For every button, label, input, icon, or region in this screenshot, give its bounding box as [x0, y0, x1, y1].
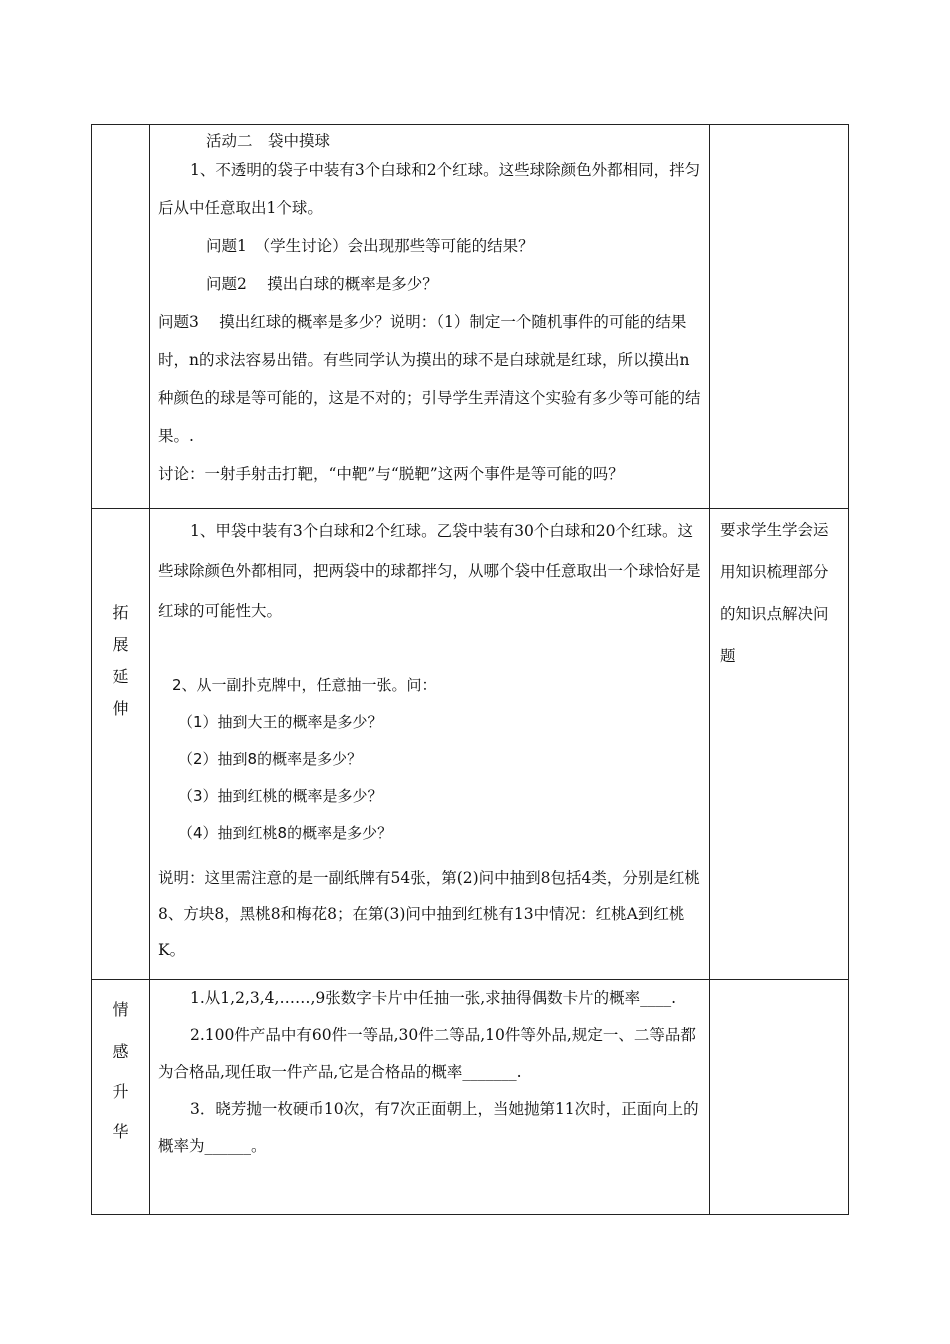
extension-label-char: 延 — [112, 667, 129, 686]
activity2-aside-cell — [710, 125, 849, 509]
activity2-question1: 问题1 （学生讨论）会出现那些等可能的结果？ — [206, 237, 534, 255]
activity2-content-cell — [150, 125, 710, 509]
activity2-discussion: 讨论：一射手射击打靶，“中靶”与“脱靶”这两个事件是等可能的吗？ — [158, 465, 624, 483]
extension-problem1: 1、甲袋中装有3个白球和2个红球。乙袋中装有30个白球和20个红球。这些球除颜色外都相同，把两袋中的球都拌匀，从哪个袋中任意取出一个球恰好是红球的可能性大。 — [158, 522, 701, 620]
extension-label-char: 伸 — [112, 699, 129, 718]
sublimation-content-cell — [150, 980, 710, 1215]
activity2-label-cell — [92, 125, 150, 509]
sublimation-aside-cell — [710, 980, 849, 1215]
extension-problem2-item: （4）抽到红桃8的概率是多少？ — [178, 824, 393, 842]
sublimation-label-char: 升 — [112, 1082, 129, 1101]
sublimation-label-char: 情 — [112, 1000, 129, 1019]
activity2-heading: 活动二 袋中摸球 — [206, 132, 331, 150]
activity2-question3: 问题3 摸出红球的概率是多少？说明：（1）制定一个随机事件的可能的结果时，n的求法容易出错。有些同学认为摸出的球不是白球就是红球，所以摸出n种颜色的球是等可能的，这是不对的；引导学生弄清这个实验有多少等可能的结果。. — [158, 313, 701, 445]
activity2-question2: 问题2 摸出白球的概率是多少？ — [206, 275, 438, 293]
activity2-row — [92, 125, 849, 509]
extension-problem2-item: （2）抽到8的概率是多少？ — [178, 750, 363, 768]
lesson-plan-table — [91, 124, 849, 1215]
sublimation-item1: 1.从1,2,3,4,……,9张数字卡片中任抽一张,求抽得偶数卡片的概率____. — [190, 989, 677, 1007]
sublimation-row — [92, 980, 849, 1215]
extension-problem2-item: （3）抽到红桃的概率是多少？ — [178, 787, 383, 805]
extension-content-cell — [150, 509, 710, 980]
extension-label-char: 展 — [112, 635, 129, 654]
extension-problem2-lead: 2、从一副扑克牌中，任意抽一张。问： — [172, 676, 437, 694]
extension-label-cell — [92, 509, 150, 980]
extension-label-char: 拓 — [112, 603, 129, 622]
sublimation-label-char: 感 — [112, 1042, 129, 1061]
extension-row — [92, 509, 849, 980]
extension-problem2-item: （1）抽到大王的概率是多少？ — [178, 713, 383, 731]
sublimation-item2: 2.100件产品中有60件一等品,30件二等品,10件等外品,规定一、二等品都为合格品,现任取一件产品,它是合格品的概率_______. — [158, 1026, 696, 1081]
sublimation-label-char: 华 — [112, 1122, 129, 1141]
sublimation-item3: 3．晓芳抛一枚硬币10次，有7次正面朝上，当她抛第11次时，正面向上的概率为______。 — [158, 1100, 699, 1155]
sublimation-label-cell — [92, 980, 150, 1215]
extension-note: 说明：这里需注意的是一副纸牌有54张，第(2)问中抽到8包括4类，分别是红桃8、方块8，黑桃8和梅花8；在第(3)问中抽到红桃有13中情况：红桃A到红桃K。 — [158, 869, 700, 959]
extension-aside-text: 要求学生学会运用知识梳理部分的知识点解决问题 — [720, 521, 829, 665]
activity2-intro: 1、不透明的袋子中装有3个白球和2个红球。这些球除颜色外都相同，拌匀后从中任意取出1个球。 — [158, 161, 701, 217]
extension-aside-cell — [710, 509, 849, 980]
